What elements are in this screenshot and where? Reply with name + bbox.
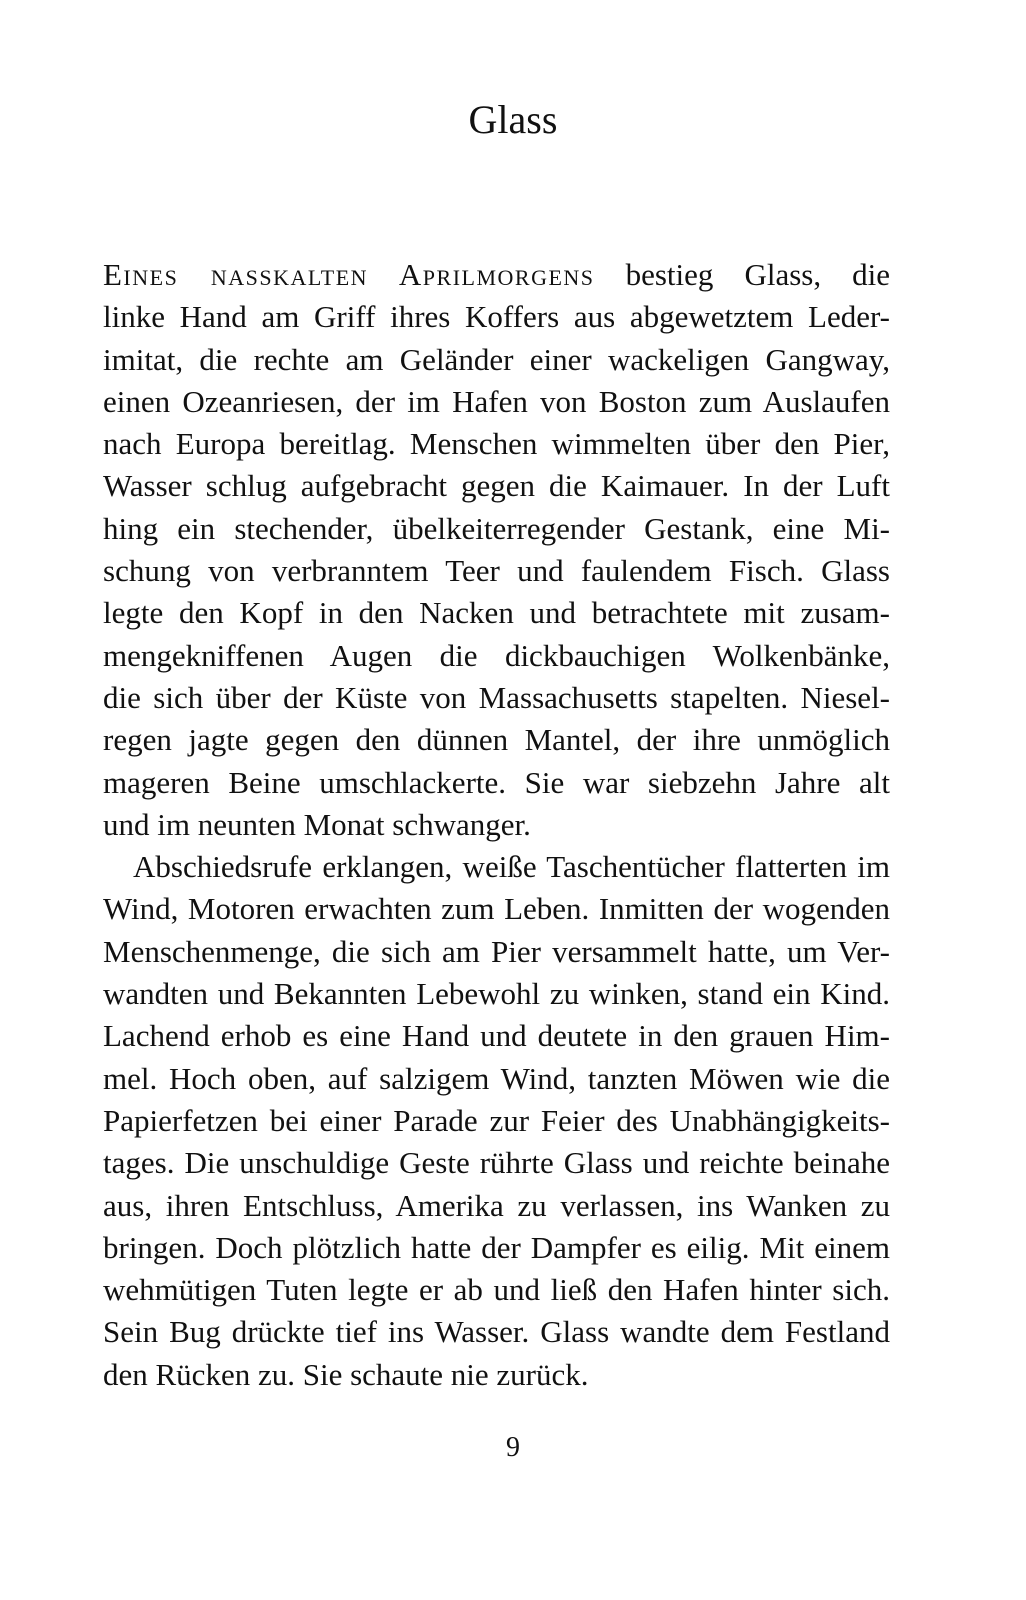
text-line: hing ein stechender, übelkeiterregender Gestank, eine Mi-	[103, 510, 890, 546]
text-line-rest: bestieg Glass, die	[594, 257, 890, 292]
text-line: mageren Beine umschlackerte. Sie war siebzehn Jahre alt	[103, 764, 890, 800]
text-line: Lachend erhob es eine Hand und deutete in den grauen Him-	[103, 1018, 890, 1054]
text-line: mengekniffenen Augen die dickbauchigen Wolkenbänke,	[103, 637, 890, 673]
text-line: schung von verbranntem Teer und faulendem Fisch. Glass	[103, 553, 890, 589]
text-line: die sich über der Küste von Massachusetts stapelten. Niesel-	[103, 679, 890, 715]
text-line: und im neunten Monat schwanger.	[103, 806, 531, 842]
text-line: tages. Die unschuldige Geste rührte Glass und reichte beinahe	[103, 1145, 890, 1181]
opening-small-caps: Eines nasskalten Aprilmorgens	[103, 257, 595, 292]
text-line: Wind, Motoren erwachten zum Leben. Inmitten der wogenden	[103, 891, 890, 927]
text-line: regen jagte gegen den dünnen Mantel, der ihre unmöglich	[103, 722, 890, 758]
text-line: Abschiedsrufe erklangen, weiße Taschentücher flatterten im	[133, 849, 890, 885]
text-line: einen Ozeanriesen, der im Hafen von Boston zum Auslaufen	[103, 383, 890, 419]
paragraph-1	[103, 254, 890, 846]
page-number: 9	[506, 1432, 520, 1463]
text-line	[103, 254, 890, 296]
chapter-body	[103, 254, 890, 1396]
text-line: den Rücken zu. Sie schaute nie zurück.	[103, 1356, 589, 1392]
text-line: linke Hand am Griff ihres Koffers aus abgewetztem Leder-	[103, 299, 890, 335]
text-line: wehmütigen Tuten legte er ab und ließ den Hafen hinter sich.	[103, 1272, 890, 1308]
paragraph-2	[103, 846, 890, 1396]
chapter-title: Glass	[468, 97, 558, 142]
text-line: bringen. Doch plötzlich hatte der Dampfer es eilig. Mit einem	[103, 1229, 890, 1265]
text-line: wandten und Bekannten Lebewohl zu winken, stand ein Kind.	[103, 976, 890, 1012]
text-line: mel. Hoch oben, auf salzigem Wind, tanzten Möwen wie die	[103, 1060, 890, 1096]
text-line: Sein Bug drückte tief ins Wasser. Glass wandte dem Festland	[103, 1314, 890, 1350]
text-line: legte den Kopf in den Nacken und betrachtete mit zusam-	[103, 595, 890, 631]
text-line: Wasser schlug aufgebracht gegen die Kaimauer. In der Luft	[103, 468, 890, 504]
text-line: aus, ihren Entschluss, Amerika zu verlassen, ins Wanken zu	[103, 1187, 890, 1223]
text-line: Menschenmenge, die sich am Pier versammelt hatte, um Ver-	[103, 933, 890, 969]
text-line: Papierfetzen bei einer Parade zur Feier des Unabhängigkeits-	[103, 1102, 890, 1138]
text-line: imitat, die rechte am Geländer einer wackeligen Gangway,	[103, 341, 890, 377]
text-line: nach Europa bereitlag. Menschen wimmelten über den Pier,	[103, 426, 890, 462]
